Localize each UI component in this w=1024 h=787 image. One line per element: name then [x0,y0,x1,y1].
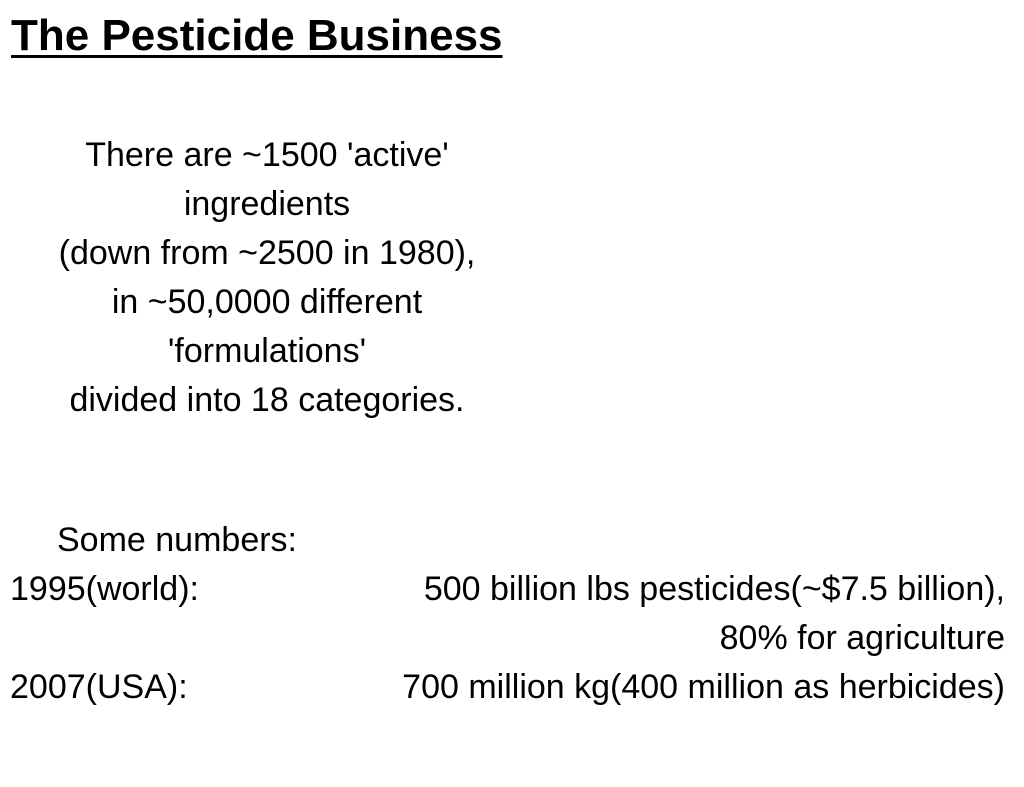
row-value-continued: 80% for agriculture [719,619,1005,657]
intro-paragraph [0,131,534,425]
row-label: 2007(USA): [10,668,188,706]
intro-line: divided into 18 categories. [69,381,465,419]
row-value: 700 million kg(400 million as herbicides) [402,668,1005,706]
intro-line: in ~50,0000 different [111,283,423,321]
intro-line: (down from ~2500 in 1980), [58,234,476,272]
numbers-heading: Some numbers: [57,521,297,559]
row-label: 1995(world): [10,570,199,608]
intro-line: There are ~1500 'active' [85,136,449,174]
numbers-row-2007 [10,663,1005,712]
numbers-row-1995 [10,565,1005,663]
row-value: 500 billion lbs pesticides(~$7.5 billion), [423,570,1005,608]
intro-line: 'formulations' [167,332,367,370]
page-title: The Pesticide Business [11,11,503,60]
intro-line: ingredients [183,185,351,223]
